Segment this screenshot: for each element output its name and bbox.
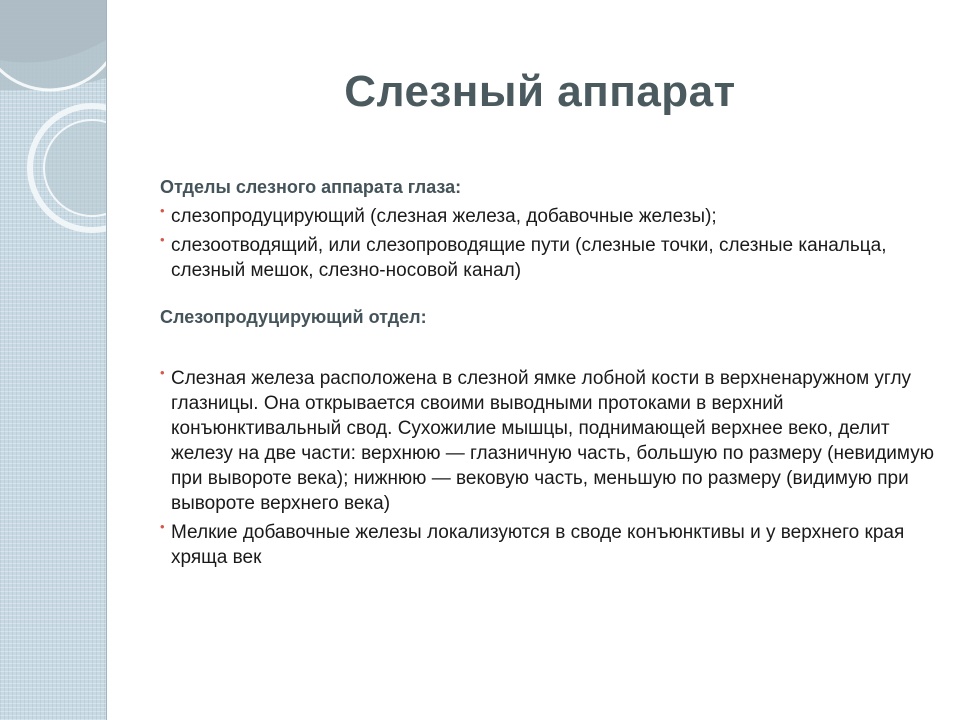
decorative-side-panel [0, 0, 107, 720]
bullet-dot-icon: • [160, 365, 165, 380]
list-item-text: слезопродуцирующий (слезная железа, добавочные железы); [171, 206, 717, 227]
bullet-dot-icon: • [160, 232, 165, 247]
slide-title: Слезный аппарат [344, 67, 736, 116]
decorative-circles-graphic [0, 0, 106, 260]
bullet-dot-icon: • [160, 203, 165, 218]
list-item-text: Мелкие добавочные железы локализуются в своде конъюнктивы и у верхнего края хряща век [171, 522, 905, 568]
list-item [160, 204, 940, 229]
list-item [160, 366, 940, 516]
list-item-text: Слезная железа расположена в слезной ямке лобной кости в верхненаружном углу глазницы. Она открывается своими выводными протоками в верхний конъюнктивальный свод. Сухожилие мышцы, поднимающей верхнее веко, делит железу на две части: верхнюю — глазничную часть, большую по размеру (невидимую при вывороте века); нижнюю — вековую часть, меньшую по размеру (видимую при вывороте верхнего века) [171, 368, 934, 514]
list-item-text: слезоотводящий, или слезопроводящие пути (слезные точки, слезные канальца, слезный мешок, слезно-носовой канал) [171, 235, 887, 281]
section-heading-producing: Слезопродуцирующий отдел: [160, 307, 427, 327]
list-item [160, 233, 940, 283]
slide-body [160, 175, 940, 570]
section-heading-departments: Отделы слезного аппарата глаза: [160, 177, 462, 197]
bullet-dot-icon: • [160, 519, 165, 534]
list-item [160, 520, 940, 570]
